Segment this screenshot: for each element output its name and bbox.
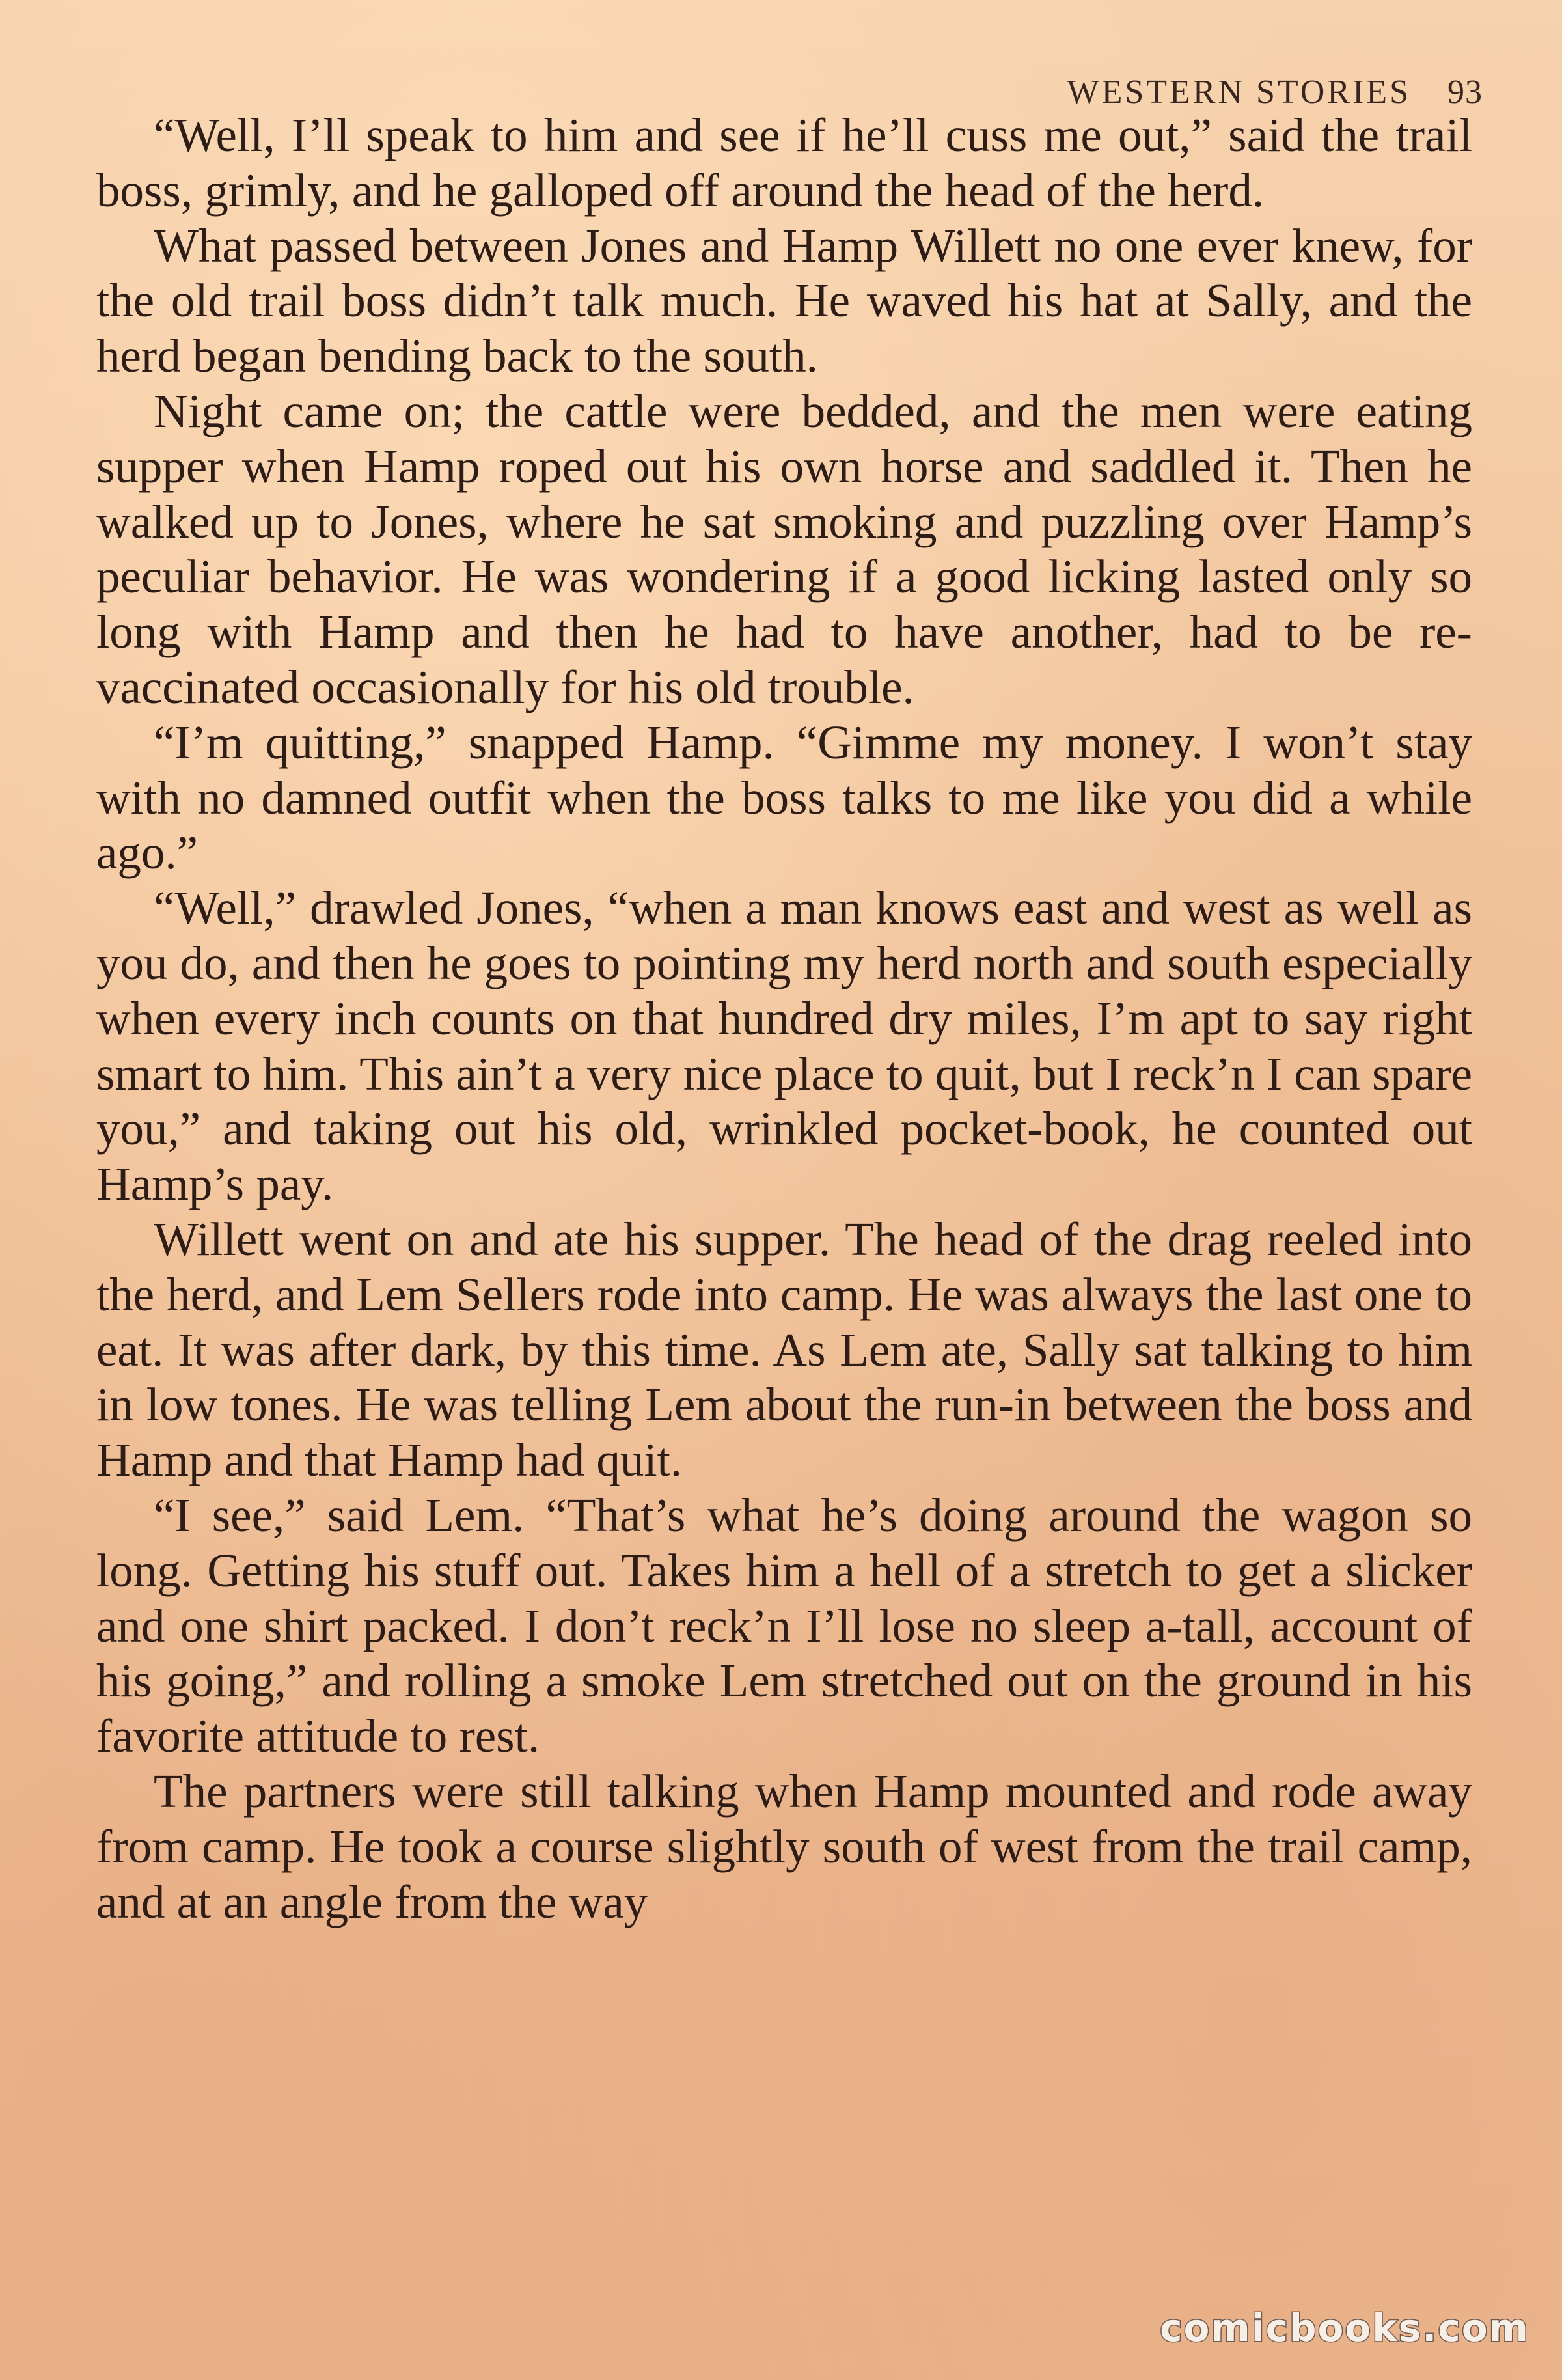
paragraph: “I’m quitting,” snapped Hamp. “Gimme my money. I won’t stay with no damned outfit when the boss talks to me like you did a while ago.” (96, 715, 1472, 879)
running-title: WESTERN STORIES (1067, 74, 1411, 111)
page-number: 93 (1447, 74, 1483, 111)
story-text (96, 108, 1472, 1930)
running-header (1067, 73, 1483, 111)
paragraph: What passed between Jones and Hamp Willett no one ever knew, for the old trail boss didn’t talk much. He waved his hat at Sally, and the herd began bending back to the south. (96, 219, 1472, 383)
paragraph: “I see,” said Lem. “That’s what he’s doing around the wagon so long. Getting his stuff out. Takes him a hell of a stretch to get a slicker and one shirt packed. I don’t reck’n I’ll lose no sleep a-tall, account of his going,” and rolling a smoke Lem stretched out on the ground in his favorite attitude to rest. (96, 1488, 1472, 1763)
paragraph: “Well,” drawled Jones, “when a man knows east and west as well as you do, and then he goes to pointing my herd north and south especially when every inch counts on that hundred dry miles, I’m apt to say right smart to him. This ain’t a very nice place to quit, but I reck’n I can spare you,” and taking out his old, wrinkled pocket-book, he counted out Hamp’s pay. (96, 881, 1472, 1211)
watermark: comicbooks.com (1160, 2306, 1529, 2350)
paragraph: The partners were still talking when Hamp mounted and rode away from camp. He took a course slightly south of west from the trail camp, and at an angle from the way (96, 1764, 1472, 1928)
paragraph: Night came on; the cattle were bedded, and the men were eating supper when Hamp roped out his own horse and saddled it. Then he walked up to Jones, where he sat smoking and puzzling over Hamp’s peculiar behavior. He was wondering if a good licking lasted only so long with Hamp and then he had to have another, had to be re-vaccinated occasionally for his old trouble. (96, 384, 1472, 713)
paragraph: “Well, I’ll speak to him and see if he’ll cuss me out,” said the trail boss, grimly, and he galloped off around the head of the herd. (96, 109, 1472, 217)
paragraph: Willett went on and ate his supper. The head of the drag reeled into the herd, and Lem Sellers rode into camp. He was always the last one to eat. It was after dark, by this time. As Lem ate, Sally sat talking to him in low tones. He was telling Lem about the run-in between the boss and Hamp and that Hamp had quit. (96, 1212, 1472, 1487)
